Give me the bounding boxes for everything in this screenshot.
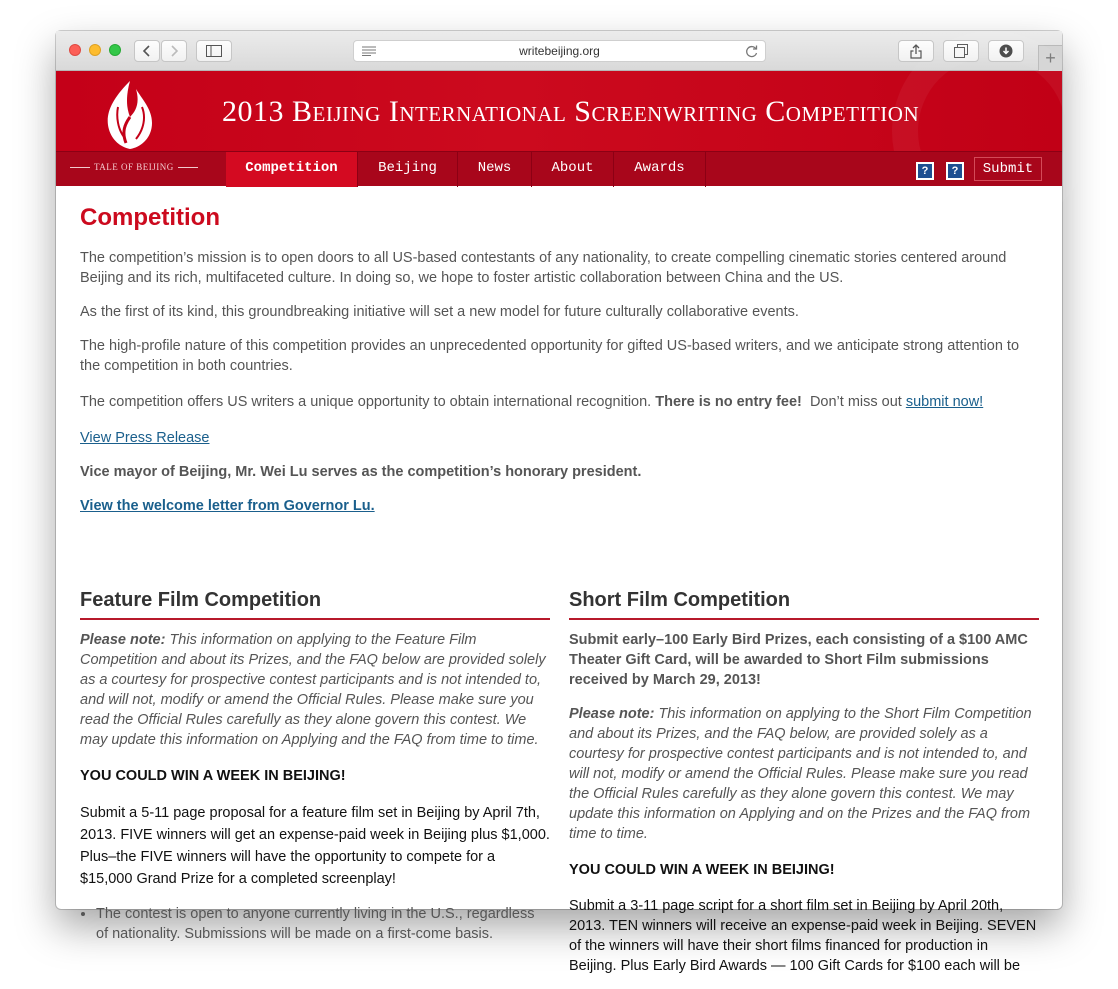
short-note-label: Please note:: [569, 706, 655, 722]
feature-note-text: This information on applying to the Feature Film Competition and about its Prizes, and the FAQ below are provided solely as a courtesy for prospective contest participants and is not intended to, and will not, modify or amend the Official Rules. Please make sure you read the Official Rules carefully as they alone govern this contest. We may update this information on Applying and the FAQ from time to time.: [80, 632, 546, 748]
flame-logo-icon[interactable]: [96, 77, 164, 151]
reader-icon[interactable]: [362, 46, 376, 56]
feature-note: [80, 630, 550, 750]
feature-win-heading: YOU COULD WIN A WEEK IN BEIJING!: [80, 768, 346, 784]
submit-now-link[interactable]: submit now!: [905, 394, 984, 410]
site-banner: [56, 71, 1062, 151]
feature-body: Submit a 5-11 page proposal for a feature film set in Beijing by April 7th, 2013. FIVE winners will get an expense-paid week in Beijing plus $1,000. Plus–the FIVE winners will have the opportunity to compete for a $15,000 Grand Prize for a completed screenplay!: [80, 805, 550, 887]
nav-item-beijing[interactable]: Beijing: [358, 152, 458, 187]
banner-decoration: [892, 31, 1092, 231]
welcome-letter-link[interactable]: View the welcome letter from Governor Lu.: [80, 498, 375, 514]
tagline-rule-left: [70, 167, 90, 168]
short-film-heading: Short Film Competition: [569, 590, 1039, 620]
short-note-text: This information on applying to the Short Film Competition and about its Prizes, and the FAQ below, are provided solely as a courtesy for prospective contest participants and is not intended to, and will not, modify or amend the Official Rules. Please make sure you read the Official Rules carefully as they alone govern this contest. We may update this information on Applying and on the Prizes and the FAQ from time to time.: [569, 706, 1032, 842]
minimize-window-button[interactable]: [89, 44, 101, 56]
nav-item-competition[interactable]: Competition: [226, 152, 358, 187]
forward-button[interactable]: [161, 40, 187, 62]
zoom-window-button[interactable]: [109, 44, 121, 56]
vice-mayor-text: Vice mayor of Beijing, Mr. Wei Lu serves as the competition’s honorary president.: [80, 464, 642, 480]
feature-film-section: [80, 590, 550, 944]
short-body: Submit a 3-11 page script for a short film set in Beijing by April 20th, 2013. TEN winners will receive an expense-paid week in Beijing. SEVEN of the winners will have their short films financed for production in Beijing. Plus Early Bird Awards — 100 Gift Cards for $100 each will be: [569, 898, 1037, 974]
first-of-kind-paragraph: As the first of its kind, this groundbreaking initiative will set a new model for future culturally collaborative events.: [80, 304, 799, 320]
nav-item-awards[interactable]: Awards: [614, 152, 706, 187]
sidebar-icon: [206, 45, 222, 57]
share-icon: [910, 44, 922, 59]
no-entry-fee-text: There is no entry fee!: [655, 394, 802, 410]
back-button[interactable]: [134, 40, 160, 62]
close-window-button[interactable]: [69, 44, 81, 56]
address-bar[interactable]: [353, 40, 766, 62]
nav-item-news[interactable]: News: [458, 152, 532, 187]
reload-icon[interactable]: [745, 44, 759, 58]
chevron-left-icon: [142, 45, 152, 57]
feature-note-label: Please note:: [80, 632, 166, 648]
short-win-heading: YOU COULD WIN A WEEK IN BEIJING!: [569, 862, 835, 878]
entry-fee-tail: Don’t miss out: [801, 394, 906, 410]
sidebar-button[interactable]: [196, 40, 232, 62]
entry-fee-paragraph: [80, 392, 1038, 412]
tagline: [66, 162, 202, 172]
browser-toolbar: [56, 31, 1062, 71]
early-bird-text: Submit early–100 Early Bird Prizes, each consisting of a $100 AMC Theater Gift Card, will be awarded to Short Film submissions received by March 29, 2013!: [569, 632, 1028, 688]
submit-button[interactable]: Submit: [974, 157, 1042, 181]
welcome-letter-row: [80, 496, 1038, 516]
browser-window: [56, 31, 1062, 974]
help-icon[interactable]: ?: [916, 162, 934, 180]
feature-rules-list: [80, 904, 550, 944]
feature-film-heading: Feature Film Competition: [80, 590, 550, 620]
short-film-section: [569, 590, 1039, 976]
press-release-row: [80, 428, 1038, 448]
entry-fee-lead: The competition offers US writers a unique opportunity to obtain international recognition.: [80, 394, 656, 410]
high-profile-paragraph: The high-profile nature of this competition provides an unprecedented opportunity for gifted US-based writers, and we anticipate strong attention to the competition in both countries.: [80, 338, 1020, 374]
chevron-right-icon: [169, 45, 179, 57]
short-note: [569, 704, 1039, 844]
new-tab-button[interactable]: +: [1038, 45, 1062, 71]
help-icon-2[interactable]: ?: [946, 162, 964, 180]
tagline-text: TALE OF BEIJING: [94, 162, 174, 172]
url-text: writebeijing.org: [519, 44, 600, 58]
page-title: Competition: [80, 204, 220, 231]
main-nav: [56, 151, 1062, 186]
list-item: • The contest is open to anyone currently living in the U.S., regardless of nationality. Submissions will be made on a first-come basis.: [96, 904, 550, 944]
press-release-link[interactable]: View Press Release: [80, 430, 210, 446]
site-title[interactable]: 2013 Beijing International Screenwriting Competition: [222, 95, 920, 128]
nav-item-about[interactable]: About: [532, 152, 614, 187]
mission-paragraph: The competition’s mission is to open doors to all US-based contestants of any nationality, to create compelling cinematic stories centered around Beijing and its rich, multifaceted culture. In doing so, we hope to foster artistic collaboration between China and the US.: [80, 250, 1007, 286]
tagline-rule-right: [178, 167, 198, 168]
